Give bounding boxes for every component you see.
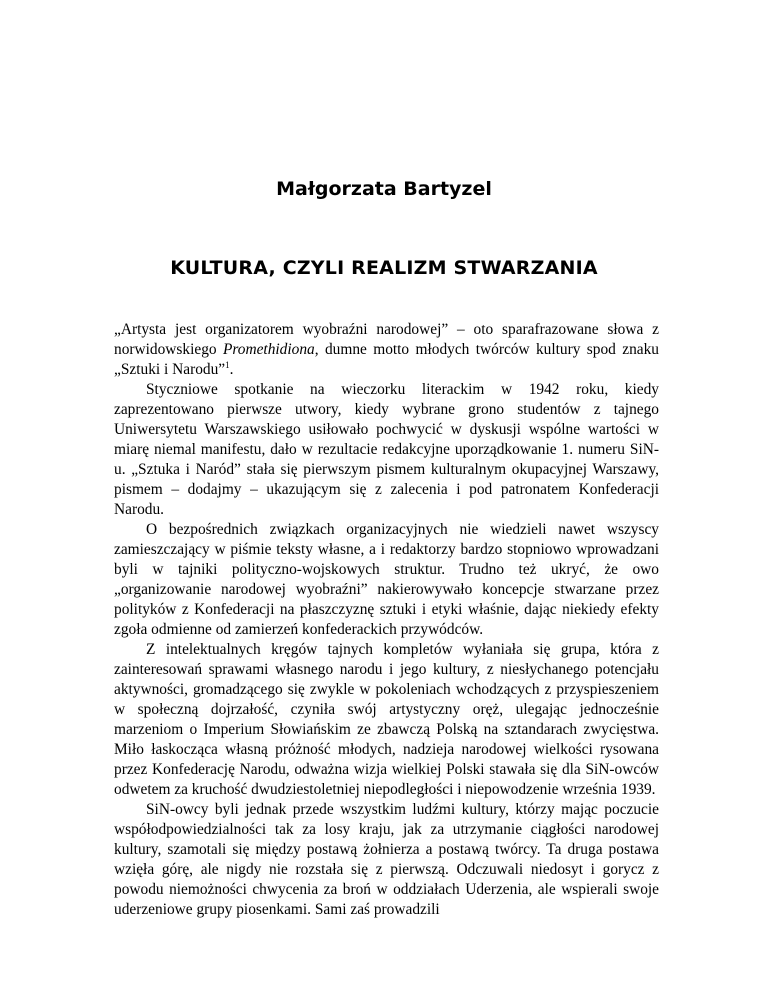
author-name: Małgorzata Bartyzel — [276, 178, 492, 200]
paragraph-2: Styczniowe spotkanie na wieczorku literackim w 1942 roku, kiedy zaprezentowano pierwsze utwory, kiedy wybrane grono studentów z tajnego Uniwersytetu Warszawskiego usiłowało pochwycić w dyskusji wspólne wartości w miarę niemal manifestu, dało w rezultacie redakcyjne uporządkowanie 1. numeru SiN-u. „Sztuka i Naród” stała się pierwszym pismem kulturalnym okupacyjnej Warszawy, pismem – dodajmy – ukazującym się z zalecenia i pod patronatem Konfederacji Narodu. — [114, 381, 659, 518]
paragraph-4: Z intelektualnych kręgów tajnych kompletów wyłaniała się grupa, która z zainteresowań sprawami własnego narodu i jego kultury, z niesłychanego potencjału aktywności, gromadzącego się zwykle w pokoleniach wchodzących z przyspieszeniem w społeczną dojrzałość, czyniła swój artystyczny oręż, ulegając jednocześnie marzeniom o Imperium Słowiańskim ze zbawczą Polską na sztandarach zwycięstwa. Miło łaskocząca własną próżność młodych, nadzieja narodowej wielkości rysowana przez Konfederację Narodu, odważna wizja wielkiej Polski stawała się dla SiN-owców odwetem za kruchość dwudziestoletniej niepodległości i niepowodzenie września 1939. — [114, 641, 659, 798]
article-body — [114, 320, 659, 920]
article-title: KULTURA, CZYLI REALIZM STWARZANIA — [170, 257, 598, 279]
italic-title-promethidion: Promethidiona — [222, 341, 315, 358]
paragraph-5: SiN-owcy byli jednak przede wszystkim ludźmi kultury, którzy mając poczucie współodpowiedzialności tak za losy kraju, jak za utrzymanie ciągłości narodowej kultury, szamotali się między postawą żołnierza a postawą twórcy. Ta druga postawa wzięła górę, ale nigdy nie rozstała się z pierwszą. Odczuwali niedosyt i gorycz z powodu niemożności chwycenia za broń w oddziałach Uderzenia, ale wspierali swoje uderzeniowe grupy piosenkami. Sami zaś prowadzili — [114, 801, 659, 918]
paragraph-1 — [114, 320, 659, 380]
paragraph-3: O bezpośrednich związkach organizacyjnych nie wiedzieli nawet wszyscy zamieszczający w piśmie teksty własne, a i redaktorzy bardzo stopniowo wprowadzani byli w tajniki polityczno-wojskowych struktur. Trudno też ukryć, że owo „organizowanie narodowej wyobraźni” nakierowywało koncepcje stwarzane przez polityków z Konfederacji na płaszczyznę sztuki i etyki właśnie, dając niekiedy efekty zgoła odmienne od zamierzeń konfederackich przywódców. — [114, 521, 659, 638]
paragraph-1-text-start: „Artysta jest organizatorem wyobraźni narodowej” – oto sparafrazowane słowa z norwidowskiego — [114, 321, 659, 358]
paragraph-1-text-mid: , dumne motto młodych twórców kultury spod znaku „Sztuki i Narodu” — [114, 341, 659, 378]
footnote-marker[interactable]: 1 — [225, 359, 230, 370]
paragraph-1-text-end: . — [229, 361, 234, 378]
